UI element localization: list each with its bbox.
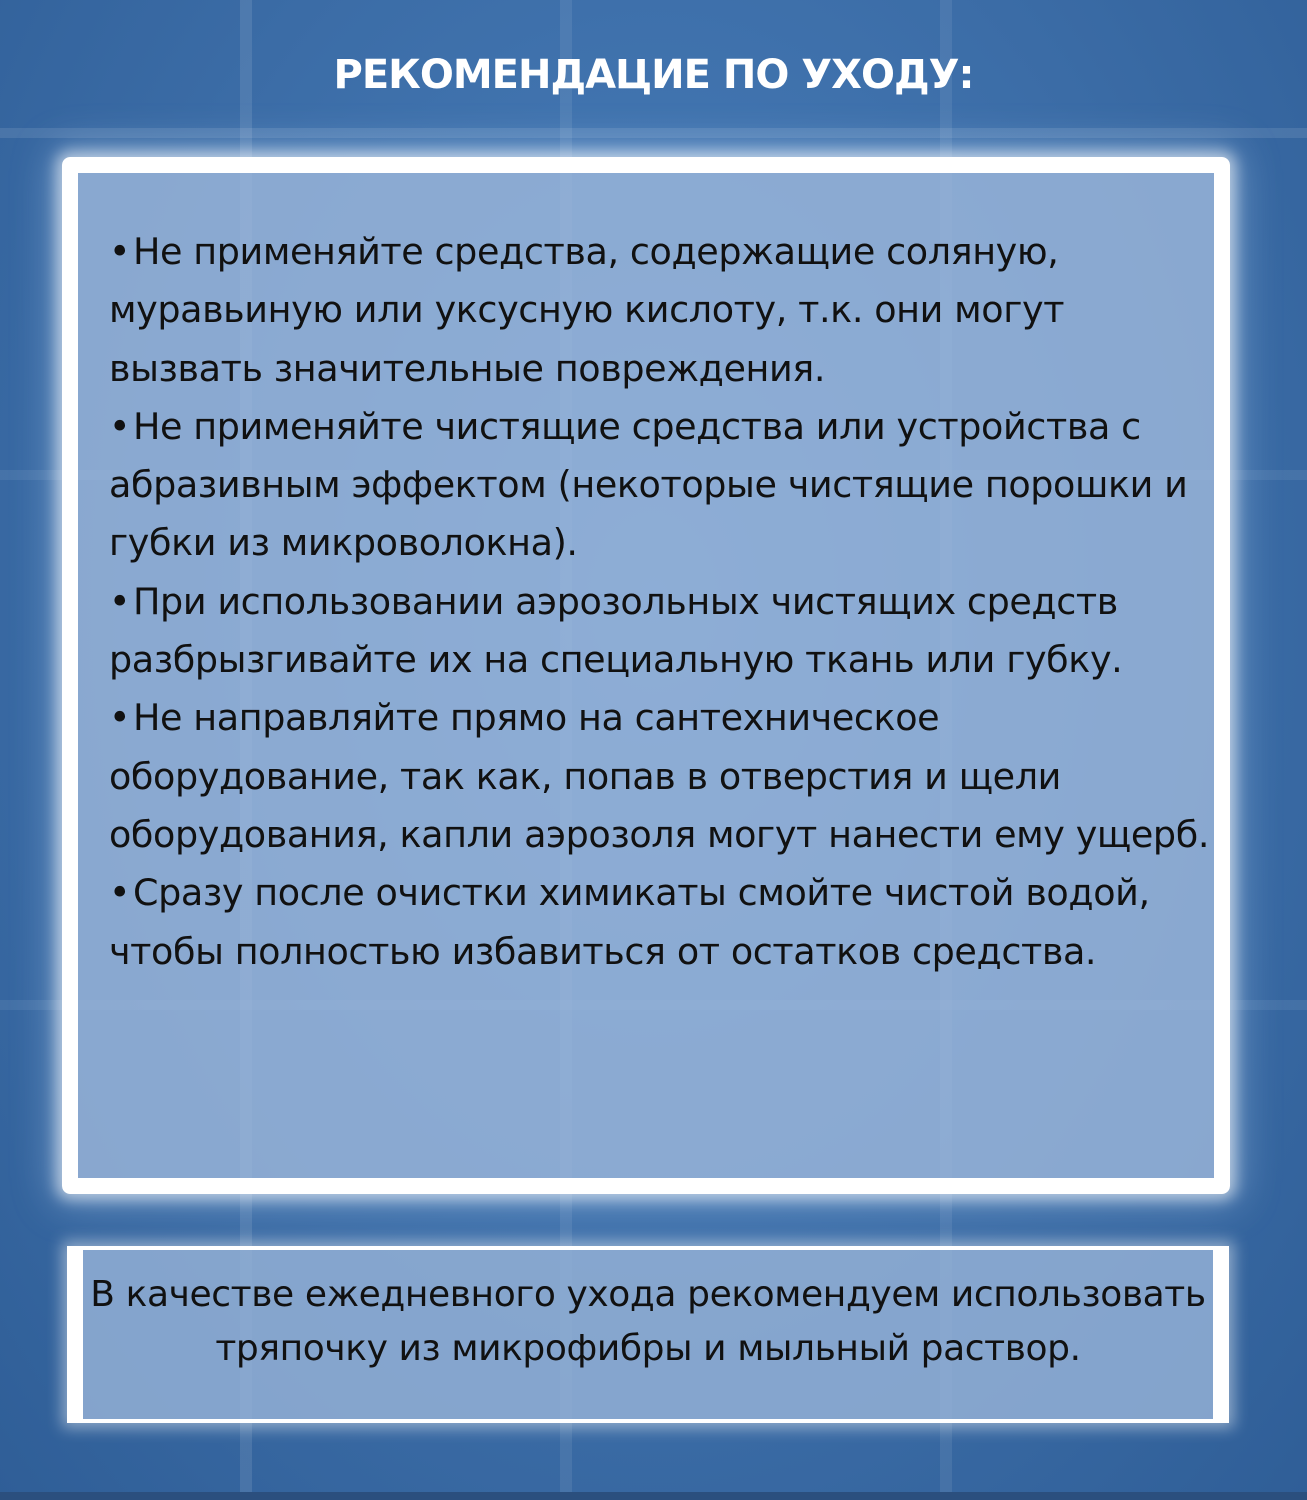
care-tip-text: Не направляйте прямо на сантехническое оборудование, так как, попав в отверстия и щели оборудования, капли аэрозоля могут нанести ему ущерб.: [109, 696, 1210, 856]
care-tip-item: [109, 864, 1219, 981]
bullet-icon: •: [109, 579, 131, 623]
daily-care-panel: [67, 1246, 1229, 1423]
bullet-icon: •: [109, 404, 131, 448]
bottom-edge-band: [0, 1492, 1307, 1500]
bullet-icon: •: [109, 871, 131, 915]
care-tip-item: [109, 573, 1219, 690]
daily-care-text: В качестве ежедневного ухода рекомендуем использовать тряпочку из микрофибры и мыльный раствор.: [90, 1274, 1206, 1369]
care-tips-list: [109, 223, 1219, 981]
care-tip-text: Не применяйте чистящие средства или устройства с абразивным эффектом (некоторые чистящие порошки и губки из микроволокна).: [109, 404, 1188, 565]
care-tip-text: Сразу после очистки химикаты смойте чистой водой, чтобы полностью избавиться от остатков средства.: [109, 871, 1150, 973]
bullet-icon: •: [109, 696, 131, 740]
care-tip-text: При использовании аэрозольных чистящих средств разбрызгивайте их на специальную ткань или губку.: [109, 579, 1123, 682]
care-tip-item: [109, 689, 1219, 864]
care-tip-item: [109, 223, 1219, 398]
bullet-icon: •: [109, 230, 131, 273]
care-tip-text: Не применяйте средства, содержащие соляную, муравьиную или уксусную кислоту, т.к. они могут вызвать значительные повреждения.: [109, 230, 1065, 390]
page-title: РЕКОМЕНДАЦИЕ ПО УХОДУ:: [333, 52, 974, 98]
care-tip-item: [109, 398, 1219, 573]
care-tips-panel: [62, 157, 1230, 1194]
